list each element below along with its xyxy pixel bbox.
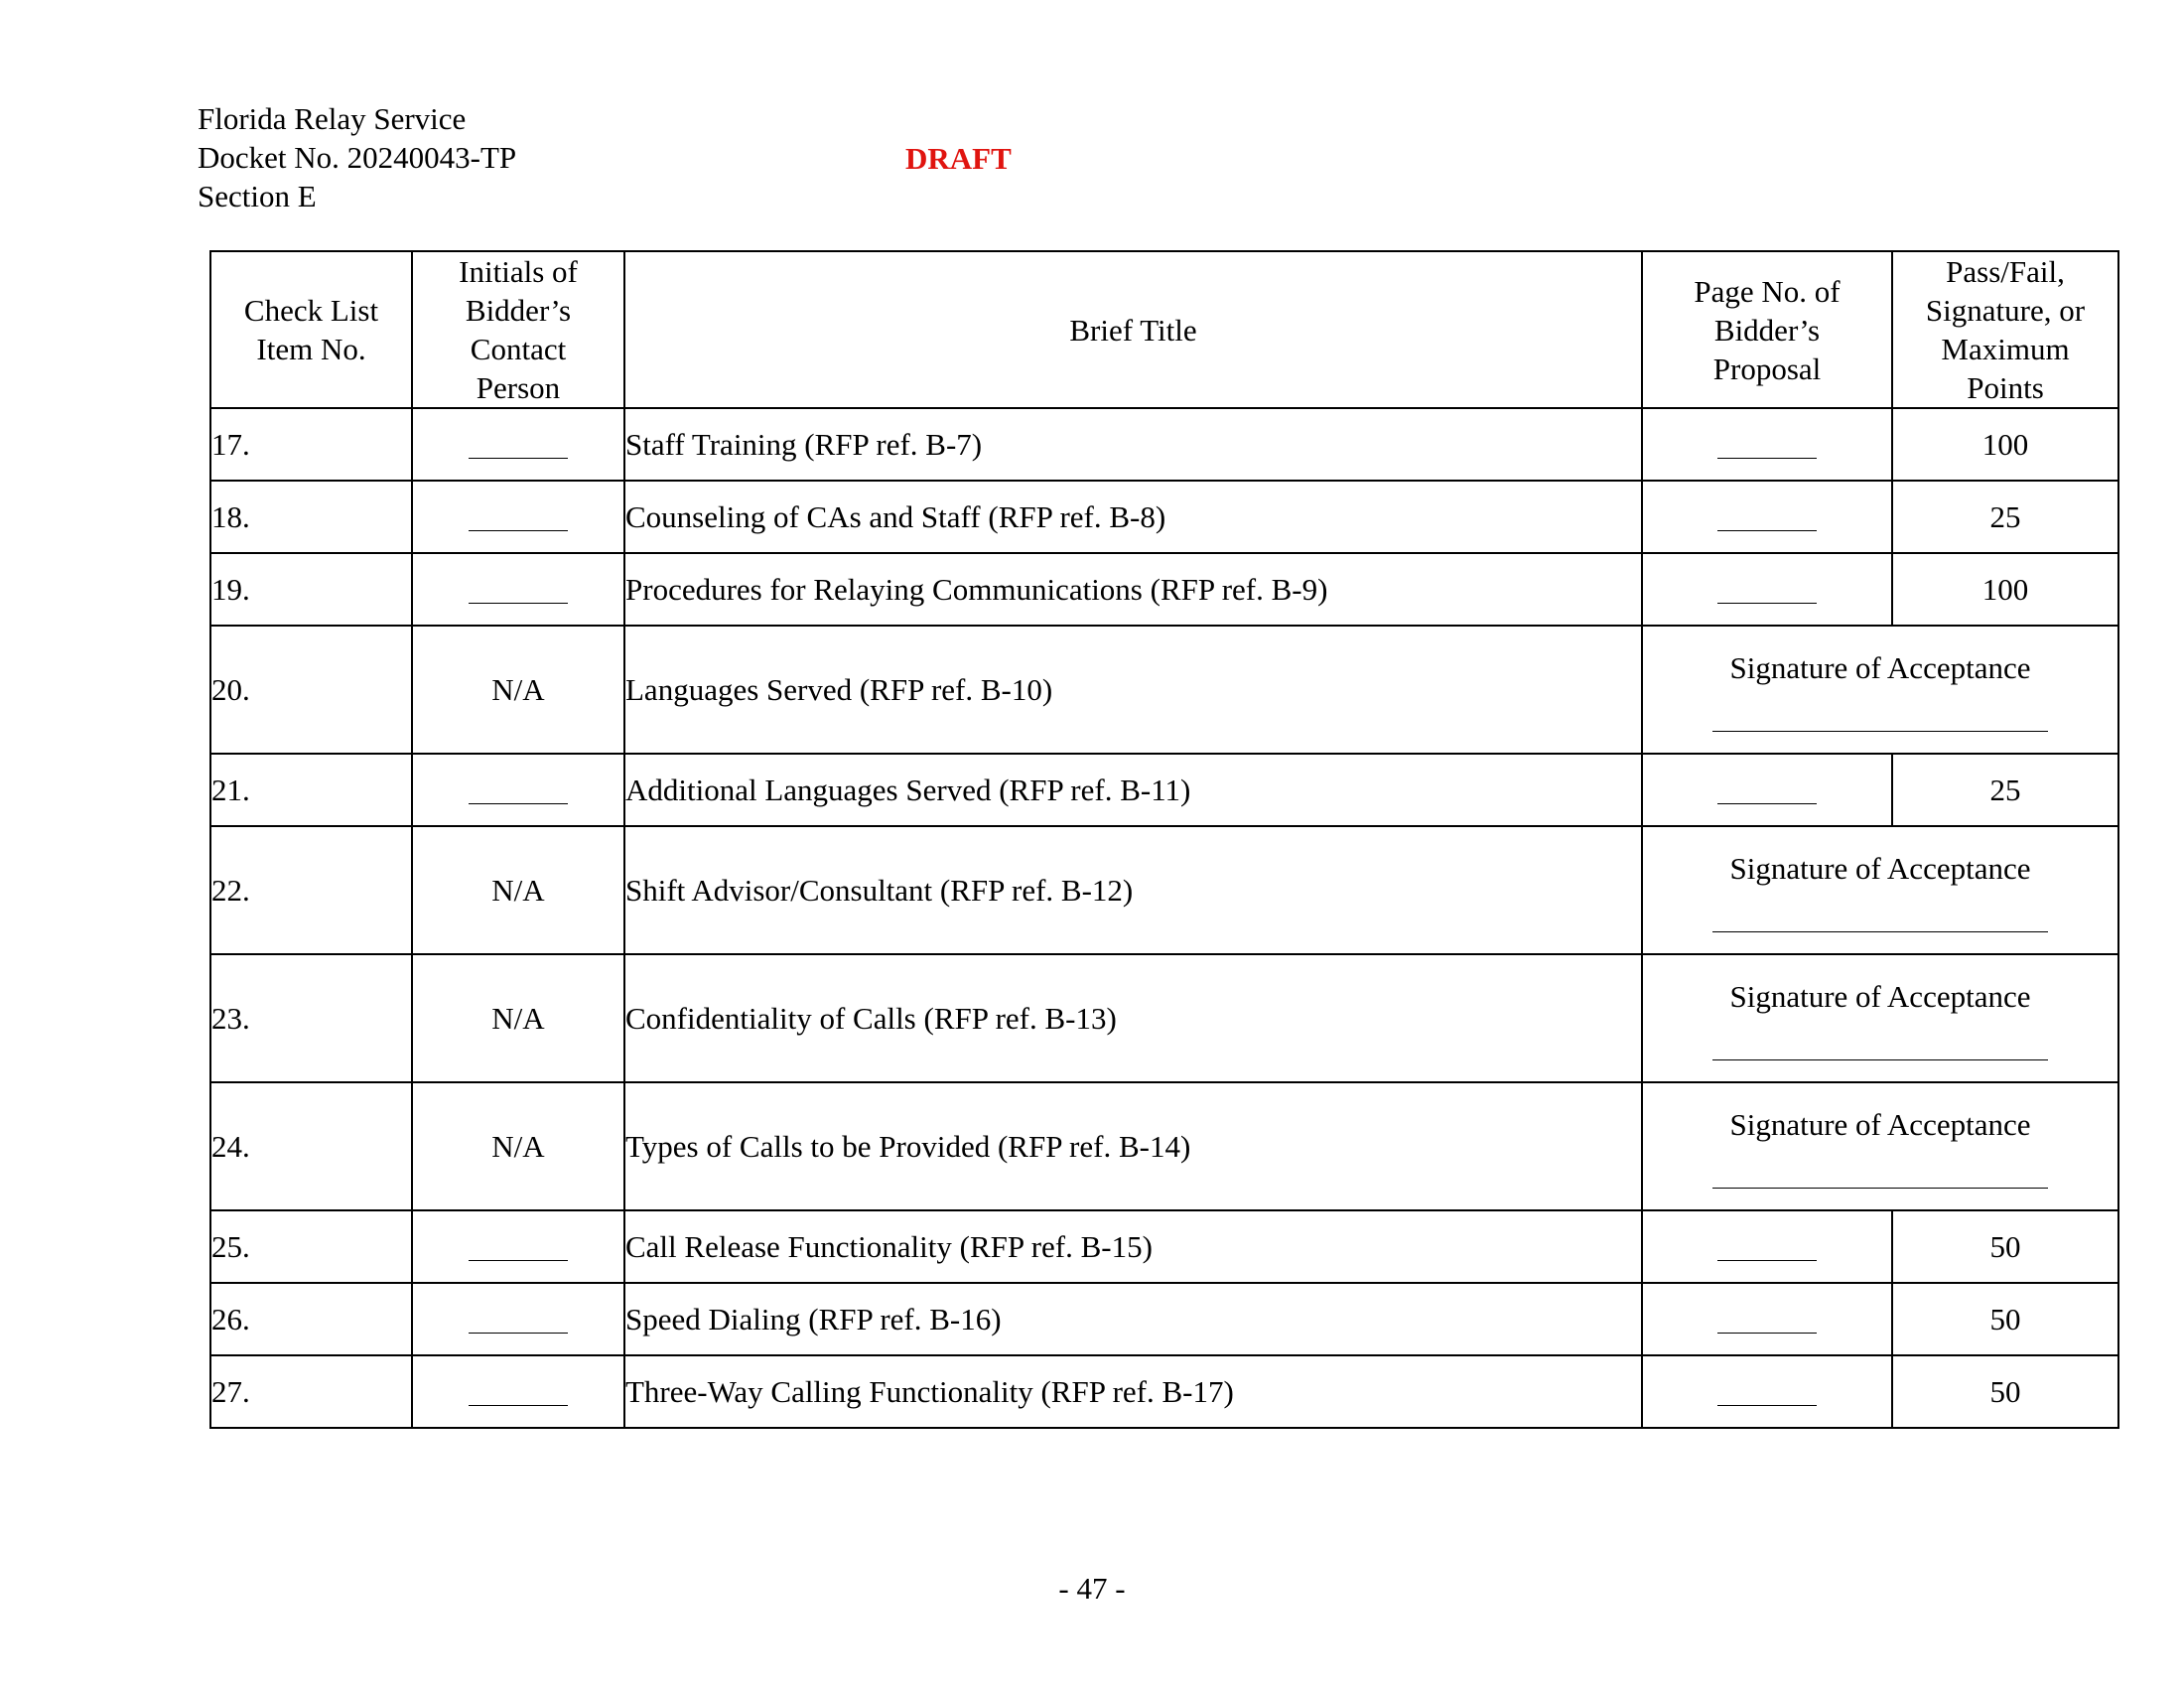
item-number: 18. [210,481,412,553]
column-header-page-no: Page No. of Bidder’s Proposal [1642,251,1892,408]
page-number-blank[interactable] [1642,754,1892,826]
table-row [210,553,2118,626]
brief-title: Types of Calls to be Provided (RFP ref. B-14) [624,1082,1642,1210]
table-row [210,408,2118,481]
signature-line[interactable] [1712,1059,2048,1060]
column-header-brief-title: Brief Title [624,251,1642,408]
page-number-blank[interactable] [1642,1210,1892,1283]
brief-title: Staff Training (RFP ref. B-7) [624,408,1642,481]
brief-title: Call Release Functionality (RFP ref. B-15) [624,1210,1642,1283]
initials-blank[interactable] [412,408,624,481]
item-number: 22. [210,826,412,954]
signature-line[interactable] [1712,931,2048,932]
brief-title: Confidentiality of Calls (RFP ref. B-13) [624,954,1642,1082]
brief-title: Languages Served (RFP ref. B-10) [624,626,1642,754]
brief-title: Counseling of CAs and Staff (RFP ref. B-8) [624,481,1642,553]
max-points: 25 [1892,481,2118,553]
brief-title: Additional Languages Served (RFP ref. B-11) [624,754,1642,826]
header-organization: Florida Relay Service [198,101,467,136]
initials-blank[interactable] [412,1355,624,1428]
signature-cell[interactable] [1642,954,2118,1082]
signature-label: Signature of Acceptance [1729,1106,2031,1142]
brief-title: Speed Dialing (RFP ref. B-16) [624,1283,1642,1355]
table-row [210,954,2118,1082]
max-points: 50 [1892,1355,2118,1428]
initials-value: N/A [412,1082,624,1210]
brief-title: Procedures for Relaying Communications (RFP ref. B-9) [624,553,1642,626]
table-row [210,1210,2118,1283]
page-number-blank[interactable] [1642,408,1892,481]
page-number-blank[interactable] [1642,1283,1892,1355]
table-row [210,1355,2118,1428]
table-header-row [210,251,2118,408]
max-points: 50 [1892,1283,2118,1355]
checklist-table [209,250,2119,1429]
initials-blank[interactable] [412,754,624,826]
initials-blank[interactable] [412,1210,624,1283]
initials-value: N/A [412,826,624,954]
signature-line[interactable] [1712,731,2048,732]
column-header-pass-fail: Pass/Fail, Signature, or Maximum Points [1892,251,2118,408]
page-number-blank[interactable] [1642,1355,1892,1428]
signature-label: Signature of Acceptance [1729,978,2031,1014]
initials-blank[interactable] [412,553,624,626]
max-points: 100 [1892,408,2118,481]
column-header-item-no: Check List Item No. [210,251,412,408]
page-number-blank[interactable] [1642,481,1892,553]
column-header-initials: Initials of Bidder’s Contact Person [412,251,624,408]
table-row [210,754,2118,826]
item-number: 25. [210,1210,412,1283]
item-number: 23. [210,954,412,1082]
item-number: 19. [210,553,412,626]
signature-line[interactable] [1712,1188,2048,1189]
item-number: 27. [210,1355,412,1428]
table-row [210,826,2118,954]
max-points: 25 [1892,754,2118,826]
initials-value: N/A [412,626,624,754]
item-number: 21. [210,754,412,826]
item-number: 26. [210,1283,412,1355]
header-docket-number: Docket No. 20240043-TP [198,140,517,175]
table-row [210,626,2118,754]
table-row [210,1283,2118,1355]
brief-title: Shift Advisor/Consultant (RFP ref. B-12) [624,826,1642,954]
table-row [210,1082,2118,1210]
table-row [210,481,2118,553]
signature-cell[interactable] [1642,626,2118,754]
page-number: - 47 - [1058,1571,1126,1606]
document-header [198,99,516,215]
item-number: 20. [210,626,412,754]
max-points: 50 [1892,1210,2118,1283]
signature-label: Signature of Acceptance [1729,850,2031,886]
max-points: 100 [1892,553,2118,626]
brief-title: Three-Way Calling Functionality (RFP ref. B-17) [624,1355,1642,1428]
item-number: 17. [210,408,412,481]
initials-blank[interactable] [412,1283,624,1355]
page-number-blank[interactable] [1642,553,1892,626]
draft-label: DRAFT [905,141,1012,176]
header-section: Section E [198,179,317,213]
item-number: 24. [210,1082,412,1210]
signature-cell[interactable] [1642,826,2118,954]
signature-cell[interactable] [1642,1082,2118,1210]
signature-label: Signature of Acceptance [1729,649,2031,685]
initials-blank[interactable] [412,481,624,553]
initials-value: N/A [412,954,624,1082]
